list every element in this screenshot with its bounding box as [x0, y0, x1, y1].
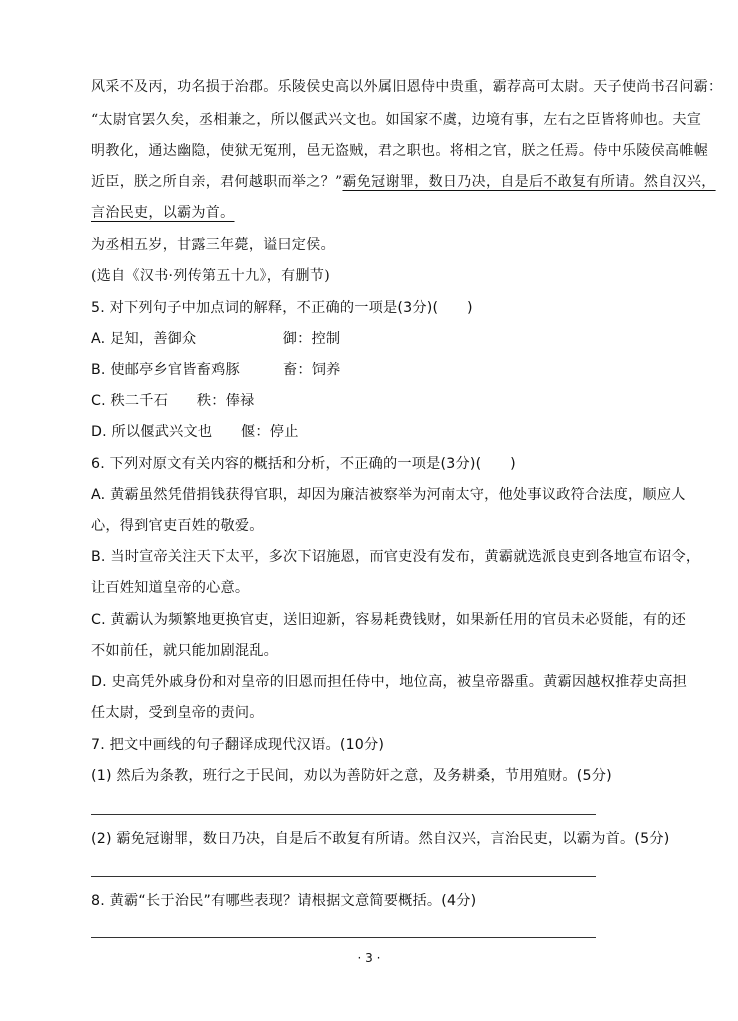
question-5-stem: 5. 对下列句子中加点词的解释，不正确的一项是(3分)( ): [91, 300, 473, 316]
passage-line: “太尉官罢久矣，丞相兼之，所以偃武兴文也。如国家不虞，边境有事，左右之臣皆将帅也。夫宣: [91, 112, 702, 128]
passage-line: [91, 203, 235, 223]
answer-line[interactable]: [91, 814, 596, 815]
underlined-sentence: 言治民吏，以霸为首。: [91, 205, 235, 221]
underlined-sentence: 霸免冠谢罪，数日乃决，自是后不敢复有所请。然自汉兴，: [342, 174, 716, 190]
question-6-stem: 6. 下列对原文有关内容的概括和分析，不正确的一项是(3分)( ): [91, 456, 516, 472]
question-7-stem: 7. 把文中画线的句子翻译成现代汉语。(10分): [91, 737, 385, 753]
question-6-option-c: C. 黄霸认为频繁地更换官吏，送旧迎新，容易耗费钱财，如果新任用的官员未必贤能，有的还: [91, 612, 687, 628]
question-7-sentence-2: (2) 霸免冠谢罪，数日乃决，自是后不敢复有所请。然自汉兴，言治民吏，以霸为首。(5分): [91, 831, 670, 847]
question-5-option-d: D. 所以偃武兴文也 偃：停止: [91, 424, 299, 440]
question-8-stem: 8. 黄霸“长于治民”有哪些表现？请根据文意简要概括。(4分): [91, 893, 477, 909]
question-5-option-c: C. 秩二千石 秩：俸禄: [91, 393, 255, 409]
answer-line[interactable]: [91, 876, 596, 877]
question-6-option-d-cont: 任太尉，受到皇帝的责问。: [91, 705, 264, 721]
question-6-option-a-cont: 心，得到官吏百姓的敬爱。: [91, 518, 264, 534]
passage-line: 明教化，通达幽隐，使狱无冤刑，邑无盗贼，君之职也。将相之官，朕之任焉。侍中乐陵侯高帷幄: [91, 143, 709, 159]
question-5-option-a: A. 足知，善御众 御：控制: [91, 331, 341, 347]
question-6-option-b: B. 当时宣帝关注天下太平，多次下诏施恩，而官吏没有发布，黄霸就选派良吏到各地宣布诏令，: [91, 549, 701, 565]
passage-text: 近臣，朕之所自亲，君何越职而举之？”: [91, 174, 343, 190]
question-5-option-b: B. 使邮亭乡官皆畜鸡豚 畜：饲养: [91, 362, 341, 378]
passage-line: 风采不及丙，功名损于治郡。乐陵侯史高以外属旧恩侍中贵重，霸荐高可太尉。天子使尚书召问霸：: [91, 79, 723, 95]
question-6-option-d: D. 史高凭外戚身份和对皇帝的旧恩而担任侍中，地位高，被皇帝器重。黄霸因越权推荐史高担: [91, 674, 688, 690]
question-7-sentence-1: (1) 然后为条教，班行之于民间，劝以为善防奸之意，及务耕桑，节用殖财。(5分): [91, 768, 612, 784]
page-number: · 3 ·: [357, 951, 381, 965]
passage-line: 为丞相五岁，甘露三年薨，谥曰定侯。: [91, 237, 335, 253]
question-6-option-c-cont: 不如前任，就只能加剧混乱。: [91, 643, 279, 659]
passage-source: (选自《汉书·列传第五十九》，有删节): [91, 268, 331, 284]
answer-line[interactable]: [91, 937, 596, 938]
question-6-option-a: A. 黄霸虽然凭借捐钱获得官职，却因为廉洁被察举为河南太守，他处事议政符合法度，顺应人: [91, 487, 686, 503]
passage-line: [91, 172, 716, 192]
question-6-option-b-cont: 让百姓知道皇帝的心意。: [91, 580, 250, 596]
